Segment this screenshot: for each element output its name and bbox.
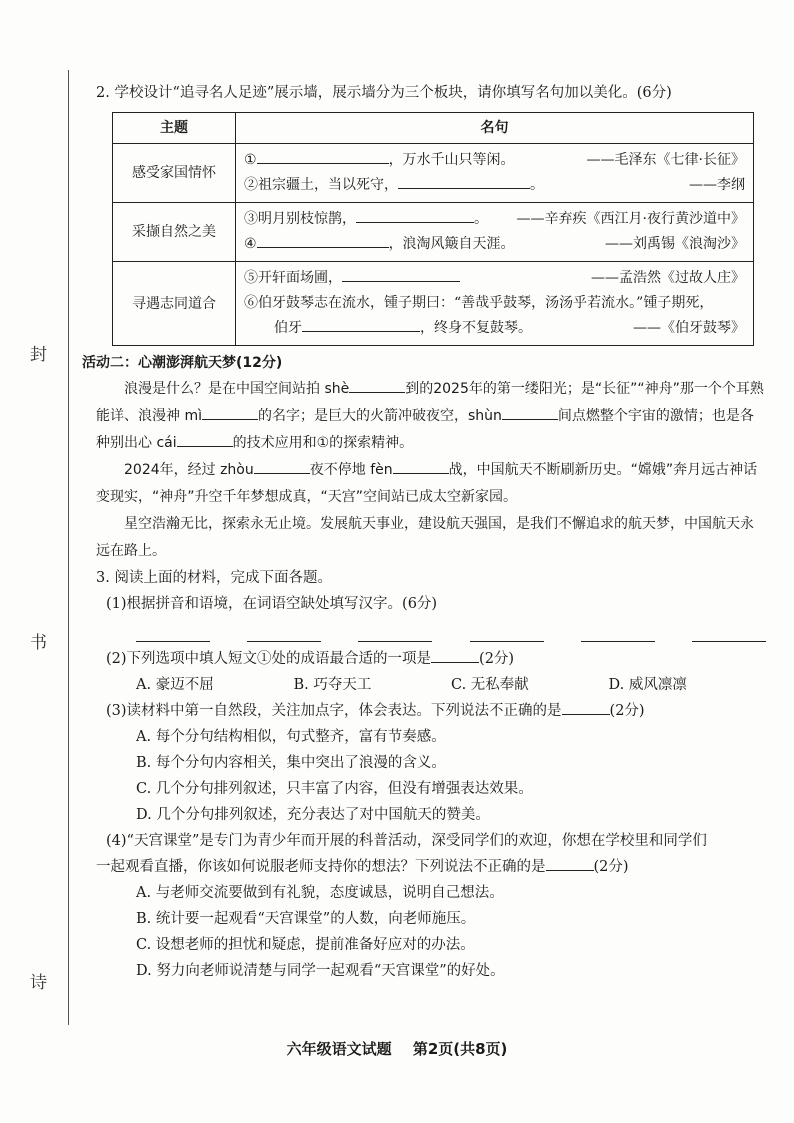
option-b[interactable]: B. 统计要一起观看“天宫课堂”的人数，向老师施压。	[136, 911, 476, 927]
passage-text: 2024年，经过 zhòu	[124, 462, 254, 478]
margin-char-2: 书	[30, 633, 47, 653]
sub-question-3	[106, 698, 766, 724]
quote-text: ，万水千山只等闲。	[388, 152, 515, 168]
sub-question-1: (1)根据拼音和语境，在词语空缺处填写汉字。(6分)	[106, 596, 438, 612]
question-3-stem: 3. 阅读上面的材料，完成下面各题。	[96, 570, 332, 586]
score-label: (2分)	[479, 651, 515, 667]
quote-text: ⑤开轩面场圃，	[244, 270, 342, 286]
option-d[interactable]: D. 几个分句排列叙述，充分表达了对中国航天的赞美。	[136, 807, 490, 823]
pinyin-blank-6[interactable]	[393, 458, 449, 474]
options-row	[136, 672, 766, 698]
answer-line[interactable]	[247, 625, 321, 642]
quote-source: ——刘禹锡《浪淘沙》	[605, 236, 745, 252]
question-text: (2)下列选项中填人短文①处的成语最合适的一项是	[106, 651, 432, 667]
quote-source: ——李纲	[689, 177, 745, 193]
table-row	[113, 262, 754, 346]
option-a[interactable]: A. 豪迈不屈	[136, 677, 214, 693]
pinyin-blank-5[interactable]	[254, 458, 310, 474]
passage-text: 的技术应用和①的探索精神。	[232, 435, 414, 451]
quote-text: ③明月别枝惊鹊，	[244, 211, 356, 227]
answer-blank-2[interactable]	[398, 173, 530, 189]
quote-text: ②祖宗疆土，当以死守，	[244, 177, 398, 193]
theme-cell: 寻遇志同道合	[113, 262, 236, 346]
activity-2-title: 活动二：心潮澎湃航天梦(12分)	[82, 355, 283, 371]
answer-blank-4[interactable]	[257, 232, 389, 248]
footer-page-number: 第2页(共8页)	[412, 1040, 508, 1058]
pinyin-blank-1[interactable]	[349, 377, 405, 393]
answer-blank-1[interactable]	[257, 148, 389, 164]
passage-text: 的名字；是巨大的火箭冲破夜空，shùn	[257, 408, 502, 424]
option-a[interactable]: A. 与老师交流要做到有礼貌，态度诚恳，说明自己想法。	[136, 885, 504, 901]
sub-question-2	[106, 646, 766, 672]
theme-cell: 采撷自然之美	[113, 203, 236, 262]
quote-text: ⑥伯牙鼓琴志在流水，锺子期曰：“善哉乎鼓琴，汤汤乎若流水。”锺子期死，	[244, 295, 714, 311]
answer-line[interactable]	[358, 625, 432, 642]
margin-char-3: 诗	[30, 973, 47, 993]
margin-char-1: 封	[30, 345, 47, 365]
answer-line[interactable]	[470, 625, 544, 642]
quote-text: ，浪淘风簸自天涯。	[388, 236, 515, 252]
choice-blank-4[interactable]	[546, 855, 594, 871]
quote-text: ，终身不复鼓琴。	[420, 320, 532, 336]
pinyin-blank-3[interactable]	[502, 404, 558, 420]
quote-source: ——《伯牙鼓琴》	[633, 320, 745, 336]
quote-table	[112, 112, 754, 346]
quote-source: ——辛弃疾《西江月·夜行黄沙道中》	[516, 211, 745, 227]
header-theme: 主题	[113, 113, 236, 144]
question-text: 一起观看直播，你该如何说服老师支持你的想法？下列说法不正确的是	[96, 859, 546, 875]
page-footer	[0, 1038, 794, 1059]
table-row	[113, 203, 754, 262]
score-label: (2分)	[609, 703, 645, 719]
header-quote: 名句	[236, 113, 754, 144]
quote-text: ①	[244, 152, 257, 168]
option-b[interactable]: B. 每个分句内容相关，集中突出了浪漫的含义。	[136, 755, 446, 771]
main-content	[82, 80, 766, 984]
passage-paragraph-3: 星空浩瀚无比，探索永无止境。发展航天事业，建设航天强国，是我们不懈追求的航天梦，中国航天永远在路上。	[96, 516, 754, 559]
option-c[interactable]: C. 无私奉献	[451, 677, 529, 693]
passage-text: 间点燃整个宇宙的激情；也是各种别出心 cái	[96, 408, 754, 451]
question-text: (3)读材料中第一自然段，关注加点字，体会表达。下列说法不正确的是	[106, 703, 562, 719]
passage-text: 夜不停地 fèn	[309, 462, 393, 478]
answer-blank-6[interactable]	[302, 316, 420, 332]
answer-line[interactable]	[692, 625, 766, 642]
theme-cell: 感受家国情怀	[113, 144, 236, 203]
binding-line	[68, 70, 69, 1025]
quote-cell	[236, 144, 754, 203]
option-a[interactable]: A. 每个分句结构相似，句式整齐，富有节奏感。	[136, 729, 446, 745]
pinyin-blank-4[interactable]	[177, 431, 233, 447]
option-c[interactable]: C. 几个分句排列叙述，只丰富了内容，但没有增强表达效果。	[136, 781, 533, 797]
quote-text: 伯牙	[274, 320, 302, 336]
quote-source: ——孟浩然《过故人庄》	[591, 270, 745, 286]
question-2-stem: 2. 学校设计“追寻名人足迹”展示墙，展示墙分为三个板块，请你填写名句加以美化。(6分)	[96, 85, 672, 101]
pinyin-blank-2[interactable]	[202, 404, 258, 420]
passage-paragraph-2	[96, 457, 766, 511]
quote-text: ④	[244, 236, 257, 252]
passage-text: 到的2025年的第一缕阳光；是“长征”“神舟”那一个个耳熟能详、浪漫神 mì	[96, 381, 764, 424]
passage-paragraph-1	[96, 376, 766, 457]
table-row	[113, 144, 754, 203]
choice-blank-2[interactable]	[431, 647, 479, 663]
option-d[interactable]: D. 努力向老师说清楚与同学一起观看“天宫课堂”的好处。	[136, 963, 505, 979]
option-b[interactable]: B. 巧夺天工	[293, 677, 372, 693]
score-label: (2分)	[593, 859, 629, 875]
answer-line[interactable]	[136, 625, 210, 642]
answer-lines	[136, 625, 766, 642]
footer-subject: 六年级语文试题	[286, 1040, 392, 1058]
quote-text: 。	[474, 211, 488, 227]
quote-cell	[236, 203, 754, 262]
option-d[interactable]: D. 威风凛凛	[608, 677, 687, 693]
answer-line[interactable]	[581, 625, 655, 642]
choice-blank-3[interactable]	[562, 699, 610, 715]
option-c[interactable]: C. 设想老师的担忧和疑虑，提前准备好应对的办法。	[136, 937, 475, 953]
passage-text: 浪漫是什么？是在中国空间站拍 shè	[124, 381, 350, 397]
answer-blank-3[interactable]	[356, 207, 474, 223]
passage-text: 战，中国航天不断刷新历史。“嫦娥”奔月远古神话变现实，“神舟”升空千年梦想成真，“天宫”空间站已成太空新家园。	[96, 462, 758, 505]
sub-question-4-line-2	[96, 854, 766, 880]
quote-text: 。	[530, 177, 544, 193]
quote-source: ——毛泽东《七律·长征》	[586, 152, 745, 168]
sub-question-4-line-1: (4)“天宫课堂”是专门为青少年而开展的科普活动，深受同学们的欢迎，你想在学校里和同学们	[106, 833, 707, 849]
answer-blank-5[interactable]	[342, 266, 460, 282]
quote-cell	[236, 262, 754, 346]
